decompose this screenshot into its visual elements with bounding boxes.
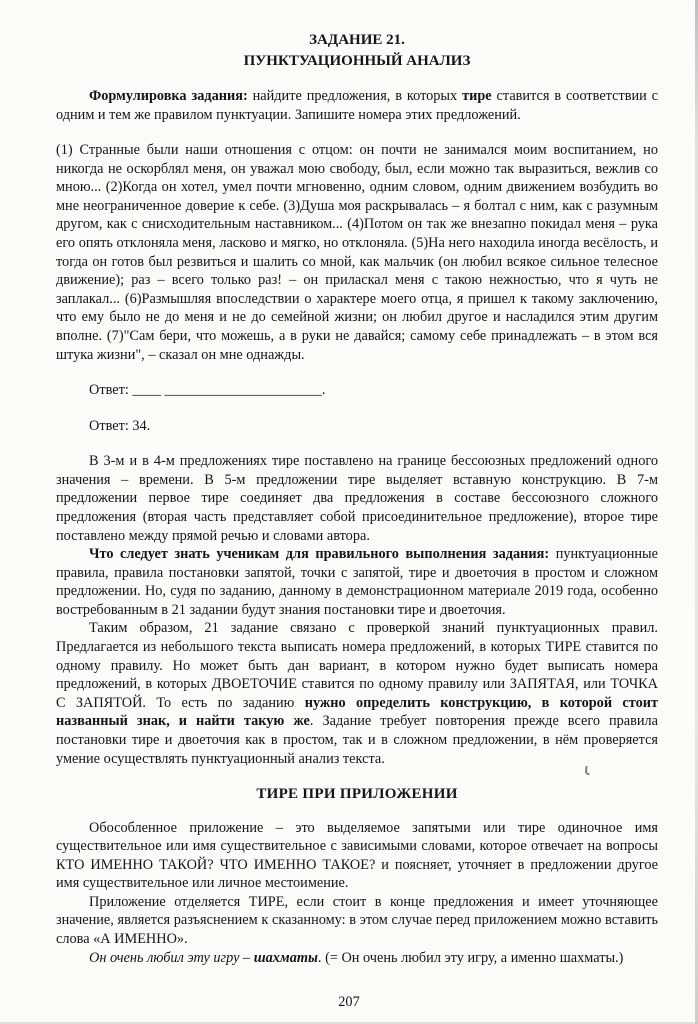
teacher-note-paragraph (56, 545, 658, 619)
text-run: . Задание требует повторения прежде всего правила постановки тире и двоеточия как в простом, так и в сложном предложении, в нём проверяется умение осуществлять пунктуационный анализ текста. (56, 713, 658, 767)
explanation-paragraph: В 3-м и в 4-м предложениях тире поставлено на границе бессоюзных предложений одного значения – времени. В 5-м предложении тире выделяет вставную конструкцию. В 7-м предложении первое тире соединяет два предложения в составе бессоюзного сложного предложения (вторая часть представляет собой присоединительное предложение), второе тире поставлено между прямой речью и словами автора. (56, 453, 658, 544)
text-run: пунктуационные правила, правила постановки запятой, точки с запятой, тире и двоеточия в простом и сложном предложении. Но, судя по заданию, данному в демонстрационном материале 2019 года, особенно востребованным в 21 задании будут знания постановки тире и двоеточия. (56, 546, 658, 618)
answer-filled-line: Ответ: 34. (89, 417, 151, 434)
task-statement (56, 87, 658, 124)
example-italic-run: Он очень любил эту игру – (89, 949, 254, 966)
title-line-2: ПУНКТУАЦИОННЫЙ АНАЛИЗ (243, 53, 471, 69)
example-sentence (56, 949, 658, 968)
source-text: (1) Странные были наши отношения с отцом: он почти не занимался моим воспитанием, но никогда не оскорблял меня, он уважал мою свободу, был, если можно так выразиться, вежлив со мною... (2)Когда он хотел, умел почти мгновенно, одним словом, одним движением возбудить во мне неограниченное доверие к себе. (3)Душа моя раскрывалась – я болтал с ним, как с разумным другом, как с снисходительным наставником... (4)Потом он так же внезапно покидал меня – рука его опять отклоняла меня, ласково и мягко, но отклоняла. (5)На него находила иногда весёлость, и тогда он готов был резвиться и шалить со мной, как мальчик (он любил всякое сильное телесное движение); раз – всего только раз! – он приласкал меня с такою нежностью, что я чуть не заплакал... (6)Размышляя впоследствии о характере моего отца, я пришел к такому заключению, что ему было не до меня и не до семейной жизни; он любил другое и насладился этим другим вполне. (7)"Сам бери, что можешь, а в руки не давайся; самому себе принадлежать – в этом вся штука жизни", – сказал он мне однажды. (56, 142, 658, 363)
task-label: Формулировка задания: (89, 88, 248, 104)
title-line-1: ЗАДАНИЕ 21. (309, 32, 405, 48)
page-title (56, 30, 658, 72)
text-run: . (= Он очень любил эту игру, а именно шахматы.) (317, 949, 624, 966)
rule-paragraph: Приложение отделяется ТИРЕ, если стоит в конце предложения и имеет уточняющее значение, является разъяснением к сказанному: в этом случае перед приложением можно вставить слова «А ИМЕННО». (56, 893, 658, 948)
example-term: шахматы (253, 949, 318, 966)
text-run: ставится в соответствии с одним и тем же правилом пунктуации. Запишите номера этих предложений. (56, 88, 658, 123)
definition-paragraph: Обособленное приложение – это выделяемое запятыми или тире одиночное имя существительное или имя существительное с зависимыми словами, которое отвечает на вопросы КТО ИМЕННО ТАКОЙ? ЧТО ИМЕННО ТАКОЕ? и поясняет, уточняет в предложении другое имя существительное или личное местоимение. (56, 819, 658, 892)
text-run: найдите предложения, в которых (247, 88, 463, 104)
term-tire: тире (462, 88, 492, 104)
answer-blank-line: Ответ: ____ ______________________. (89, 382, 326, 399)
teacher-note-lead: Что следует знать ученикам для правильного выполнения задания: (89, 546, 550, 563)
discussion-emphasis: нужно определить конструкцию, в которой стоит названный знак, и найти такую же (56, 694, 658, 730)
discussion-paragraph (56, 619, 658, 768)
section-heading: ТИРЕ ПРИ ПРИЛОЖЕНИИ (256, 786, 458, 803)
text-run: Таким образом, 21 задание связано с проверкой знаний пунктуационных правил. Предлагается из небольшого текста выписать номера предложений, в которых ТИРЕ ставится по одному правилу. Но может быть дан вариант, в котором нужно будет выписать номера предложений, в которых ДВОЕТОЧИЕ ставится по одному правилу или ЗАПЯТАЯ, или ТОЧКА С ЗАПЯТОЙ. То есть по заданию (56, 620, 658, 711)
page-number: 207 (338, 994, 360, 1011)
scan-ink-mark (585, 766, 591, 775)
